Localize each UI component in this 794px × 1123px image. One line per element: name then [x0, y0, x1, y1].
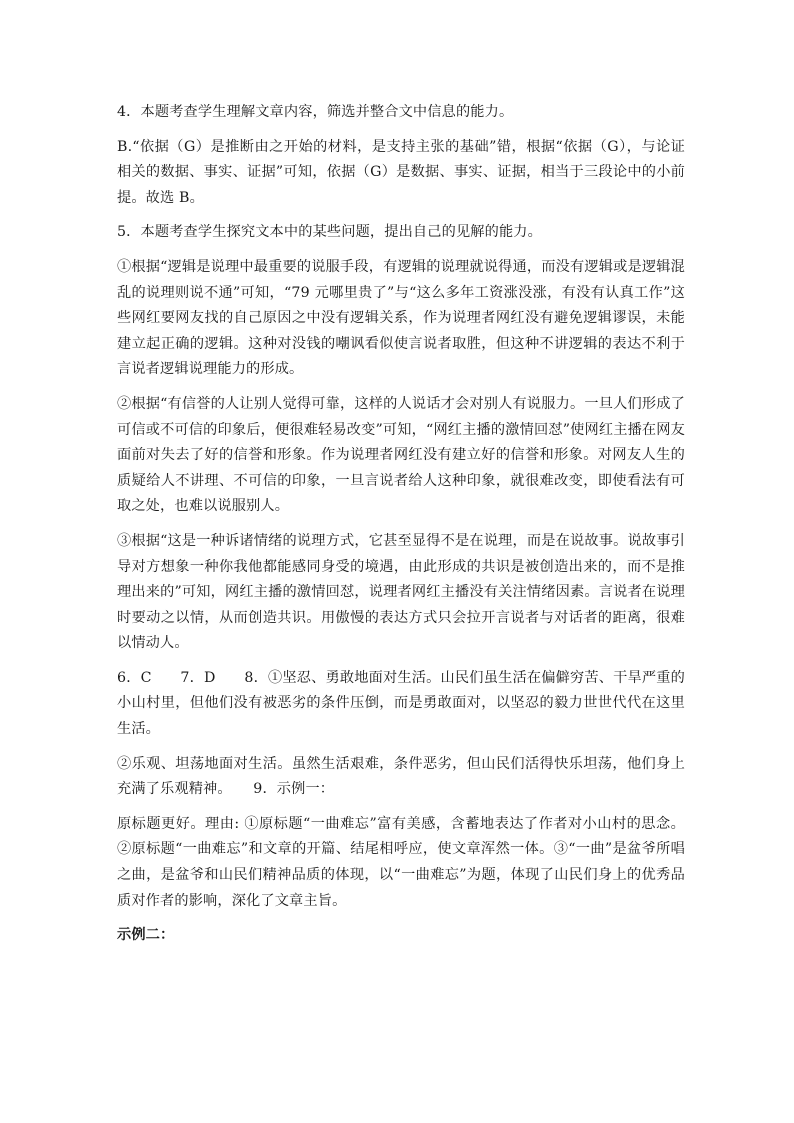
paragraph-q5-point-1: ①根据“逻辑是说理中最重要的说服手段，有逻辑的说理就说得通，而没有逻辑或是逻辑混乱的说理则说不通”可知，“79 元哪里贵了”与“这么多年工资涨没涨，有没有认真工作”这些网红要网友找的自己原因之中没有逻辑关系，作为说理者网红没有避免逻辑谬误，未能建立起正确的逻辑。这种对没钱的嘲讽看似使言说者取胜，但这种不讲逻辑的表达不利于言说者逻辑说理能力的形成。 [117, 258, 685, 378]
paragraph-q5-intro: 5．本题考查学生探究文本中的某些问题，提出自己的见解的能力。 [117, 224, 542, 241]
answer-key-page [117, 100, 685, 949]
paragraph-q6-q8: 6．C 7．D 8．①坚忍、勇敢地面对生活。山民们虽生活在偏僻穷苦、干旱严重的小山村里，但他们没有被恶劣的条件压倒，而是勇敢面对，以坚忍的毅力世世代代在这里生活。 [117, 669, 685, 738]
paragraph-q4-analysis: B.“依据（G）是推断由之开始的材料，是支持主张的基础”错，根据“依据（G），与论证相关的数据、事实、证据”可知，依据（G）是数据、事实、证据，相当于三段论中的小前提。故选 B。 [117, 138, 685, 206]
paragraph-q9-example-2-heading: 示例二： [117, 927, 175, 944]
paragraph-q5-point-2: ②根据“有信誉的人让别人觉得可靠，这样的人说话才会对别人有说服力。一旦人们形成了可信或不可信的印象后，便很难轻易改变”可知，“网红主播的激情回怼”使网红主播在网友面前对失去了好的信誉和形象。作为说理者网红没有建立好的信誉和形象。对网友人生的质疑给人不讲理、不可信的印象，一旦言说者给人这种印象，就很难改变，即使看法有可取之处，也难以说服别人。 [117, 395, 685, 515]
paragraph-q8-point-2: ②乐观、坦荡地面对生活。虽然生活艰难，条件恶劣，但山民们活得快乐坦荡，他们身上充满了乐观精神。 9．示例一： [117, 755, 685, 798]
paragraph-q9-example-1: 原标题更好。理由: ①原标题“一曲难忘”富有美感，含蓄地表达了作者对小山村的思念。②原标题“一曲难忘”和文章的开篇、结尾相呼应，使文章浑然一体。③“一曲”是盆爷所唱之曲，是盆爷和山民们精神品质的体现，以“一曲难忘”为题，体现了山民们身上的优秀品质对作者的影响，深化了文章主旨。 [117, 815, 685, 909]
paragraph-q5-point-3: ③根据“这是一种诉诸情绪的说理方式，它甚至显得不是在说理，而是在说故事。说故事引导对方想象一种你我他都能感同身受的境遇，由此形成的共识是被创造出来的，而不是推理出来的”可知，网红主播的激情回怼，说理者网红主播没有关注情绪因素。言说者在说理时要动之以情，从而创造共识。用傲慢的表达方式只会拉开言说者与对话者的距离，很难以情动人。 [117, 532, 685, 652]
paragraph-q4-intro: 4．本题考查学生理解文章内容，筛选并整合文中信息的能力。 [117, 104, 514, 120]
